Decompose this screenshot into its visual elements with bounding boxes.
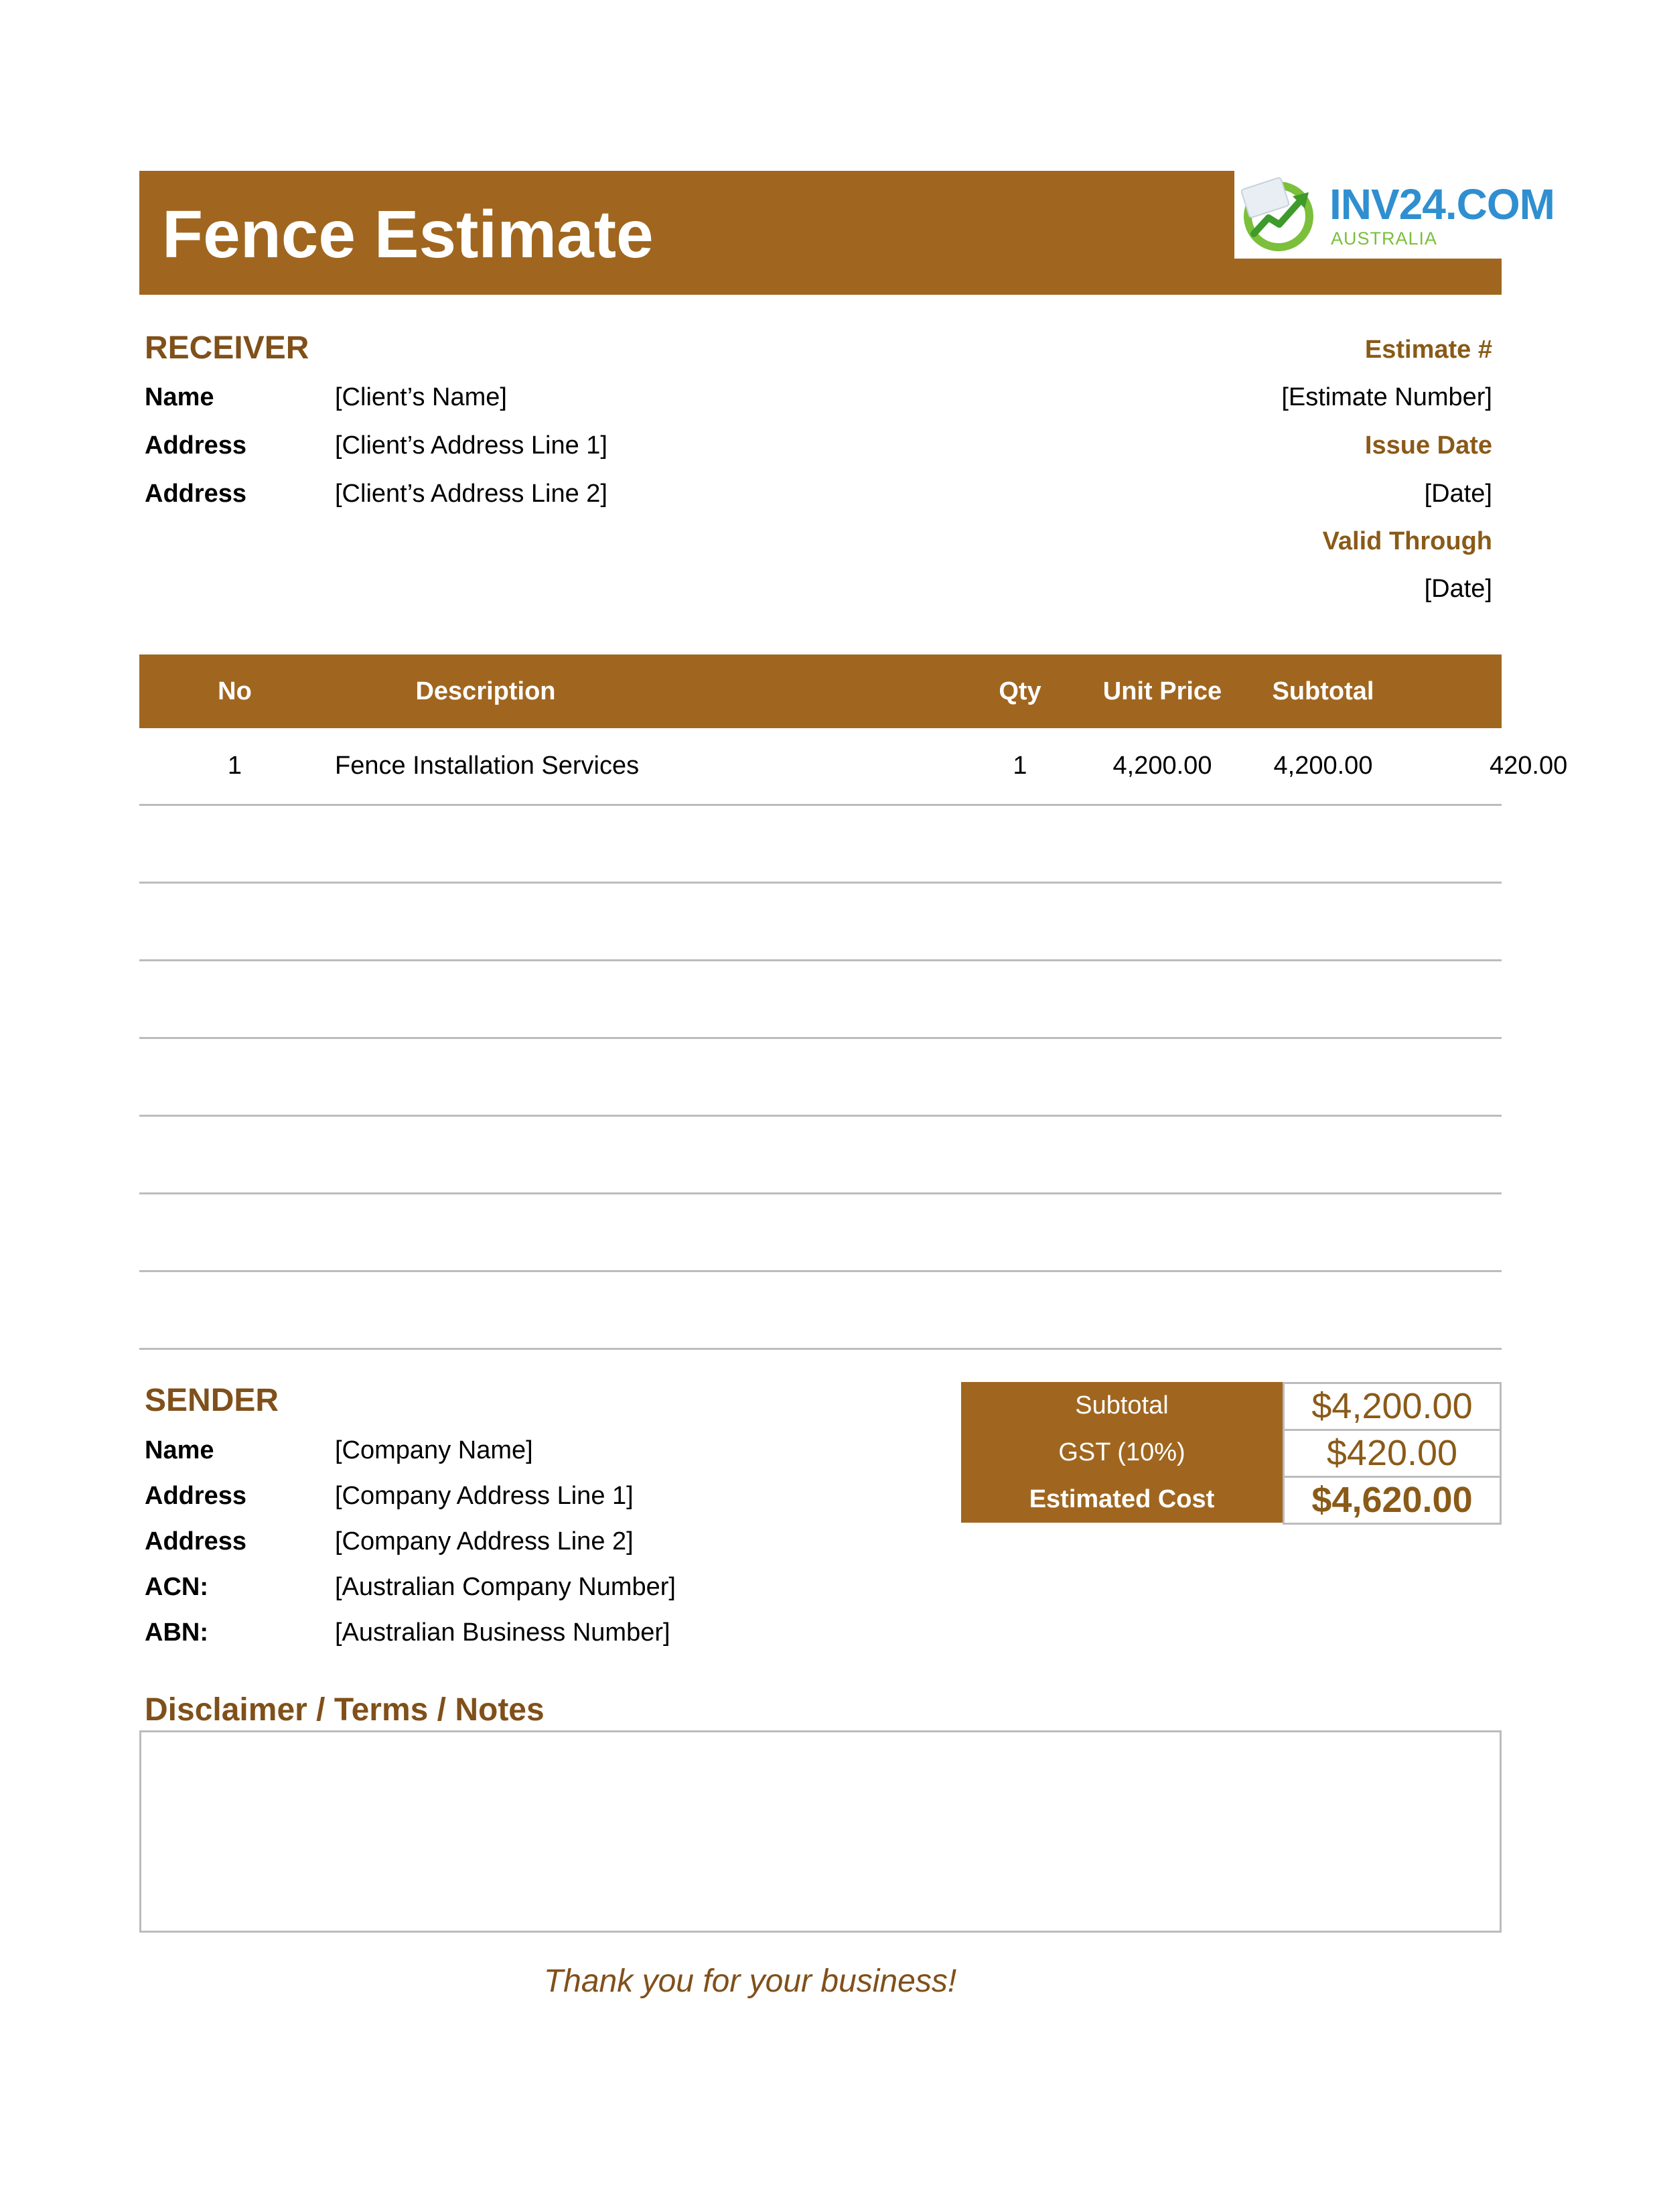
sender-name-value[interactable]: [Company Name]: [335, 1436, 533, 1464]
cell-description: Fence Installation Services: [335, 752, 640, 780]
sender-acn-value[interactable]: [Australian Company Number]: [335, 1573, 676, 1601]
totals-subtotal-label: Subtotal: [961, 1382, 1283, 1429]
receiver-name-value[interactable]: [Client’s Name]: [335, 383, 507, 411]
cell-no: [139, 884, 330, 959]
receiver-heading: RECEIVER: [145, 330, 309, 366]
col-header-qty: Qty: [999, 677, 1041, 705]
notes-heading: Disclaimer / Terms / Notes: [145, 1692, 545, 1728]
totals-gst-value: $420.00: [1283, 1429, 1502, 1478]
notes-textarea[interactable]: [139, 1730, 1502, 1933]
logo-subtitle: AUSTRALIA: [1331, 228, 1438, 249]
table-row[interactable]: [139, 1272, 1502, 1350]
receiver-name-label: Name: [145, 383, 214, 411]
table-row[interactable]: [139, 1039, 1502, 1117]
cell-description: [335, 884, 971, 959]
logo-name: INV24.COM: [1329, 180, 1555, 228]
receiver-address2-label: Address: [145, 480, 247, 508]
col-header-gst: GST: [1506, 677, 1559, 705]
cell-description: [335, 1272, 971, 1348]
cell-no: [139, 961, 330, 1037]
totals-estimated-cost-value: $4,620.00: [1283, 1476, 1502, 1525]
valid-through-value[interactable]: [Date]: [1424, 575, 1492, 603]
totals-estimated-cost-label: Estimated Cost: [961, 1476, 1283, 1523]
sender-address1-value[interactable]: [Company Address Line 1]: [335, 1482, 634, 1510]
sender-abn-value[interactable]: [Australian Business Number]: [335, 1618, 670, 1647]
sender-address1-label: Address: [145, 1482, 247, 1510]
thank-you-message: Thank you for your business!: [543, 1963, 957, 1999]
sender-abn-label: ABN:: [145, 1618, 208, 1647]
table-row[interactable]: [139, 884, 1502, 961]
col-header-subtotal: Subtotal: [1272, 677, 1374, 705]
table-row[interactable]: [139, 806, 1502, 884]
items-table-header: [139, 654, 1559, 728]
cell-no: [139, 1039, 330, 1115]
table-row[interactable]: [139, 728, 1568, 806]
table-row[interactable]: [139, 1117, 1502, 1194]
table-row[interactable]: [139, 1194, 1502, 1272]
receiver-address1-label: Address: [145, 431, 247, 460]
receiver-address2-value[interactable]: [Client’s Address Line 2]: [335, 480, 607, 508]
sender-address2-value[interactable]: [Company Address Line 2]: [335, 1527, 634, 1556]
cell-qty: 1: [1013, 752, 1027, 780]
valid-through-label: Valid Through: [1322, 527, 1492, 555]
cell-description: [335, 1117, 971, 1192]
sender-acn-label: ACN:: [145, 1573, 208, 1601]
col-header-unit-price: Unit Price: [1102, 677, 1222, 705]
col-header-no: No: [218, 677, 252, 705]
sender-name-label: Name: [145, 1436, 214, 1464]
cell-no: [139, 1194, 330, 1270]
cell-subtotal: 4,200.00: [1273, 752, 1373, 780]
table-row[interactable]: [139, 961, 1502, 1039]
cell-description: [335, 806, 971, 882]
cell-gst: 420.00: [1490, 752, 1568, 780]
cell-no: 1: [227, 752, 242, 780]
totals-subtotal-value: $4,200.00: [1283, 1382, 1502, 1431]
cell-no: [139, 1272, 330, 1348]
estimate-number-label: Estimate #: [1364, 336, 1492, 364]
sender-address2-label: Address: [145, 1527, 247, 1556]
totals-gst-label: GST (10%): [961, 1429, 1283, 1476]
issue-date-label: Issue Date: [1364, 431, 1492, 460]
cell-description: [335, 1194, 971, 1270]
cell-unit-price: 4,200.00: [1112, 752, 1212, 780]
logo-chart-icon: [1239, 176, 1318, 253]
cell-no: [139, 806, 330, 882]
sender-heading: SENDER: [145, 1383, 279, 1418]
issue-date-value[interactable]: [Date]: [1424, 480, 1492, 508]
cell-description: [335, 961, 971, 1037]
col-header-description: Description: [415, 677, 556, 705]
cell-no: [139, 1117, 330, 1192]
cell-description: [335, 1039, 971, 1115]
page-title: Fence Estimate: [162, 197, 654, 272]
estimate-number-value[interactable]: [Estimate Number]: [1281, 383, 1492, 411]
receiver-address1-value[interactable]: [Client’s Address Line 1]: [335, 431, 607, 460]
